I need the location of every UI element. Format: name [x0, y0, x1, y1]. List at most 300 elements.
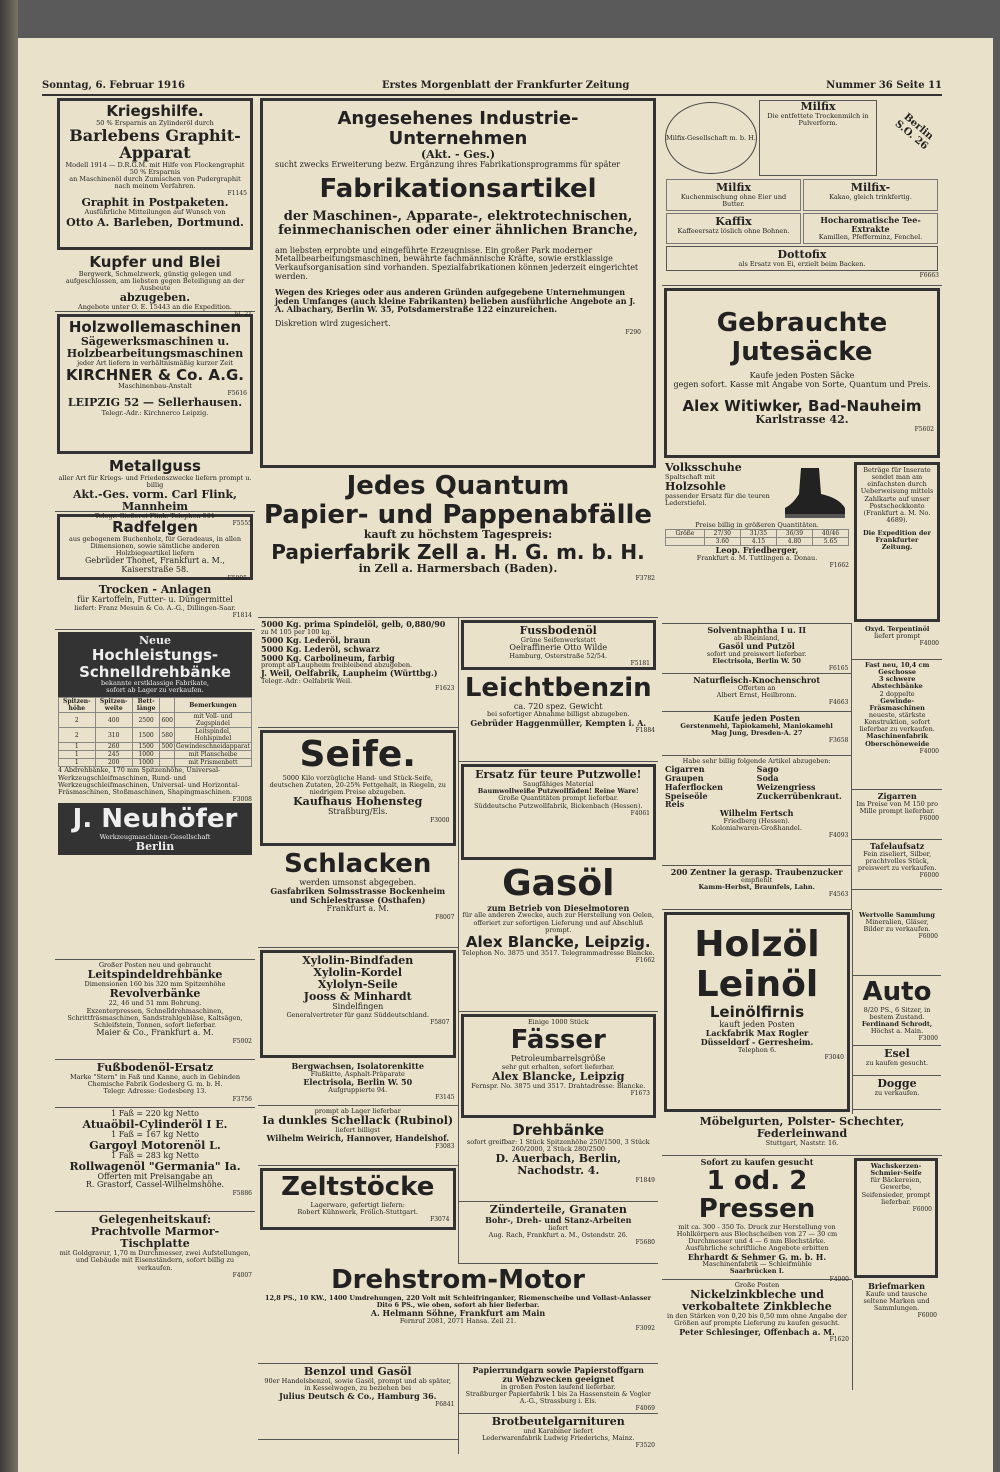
sammlung-heading: Wertvolle Sammlung — [859, 911, 935, 919]
table-cell: 2 — [59, 728, 96, 743]
fertsch-company: Wilhelm Fertsch — [719, 808, 794, 819]
kupfer-line: abzugeben. — [119, 290, 191, 304]
dogge-heading: Dogge — [877, 1077, 917, 1090]
xylolin-line: Xylolin-Bindfaden — [302, 954, 414, 967]
price-cell: 3.60 — [704, 538, 740, 546]
radfelgen-company: Gebrüder Thonet, Frankfurt a. M., Kaiserstraße 58. — [85, 555, 225, 574]
ad-gelegenheit — [55, 1212, 255, 1282]
ad-code: F6841 — [435, 1401, 455, 1409]
ad-code: F5886 — [232, 1190, 252, 1198]
ad-code: F3658 — [828, 737, 849, 745]
ad-leitspindel — [55, 960, 255, 1060]
ad-code: F5555 — [232, 520, 252, 528]
table-header-cell: Spitzen-weite — [95, 698, 132, 713]
ad-code: F290 — [625, 329, 641, 337]
gewinde-line: Gewinde-Fräsmaschinen — [869, 696, 925, 712]
volksschuhe-price-table — [665, 529, 849, 546]
gewinde-line: neueste, stärkste Konstruktion, sofort lieferbar zu verkaufen. — [859, 710, 935, 734]
benzol-company: Julius Deutsch & Co., Hamburg 36. — [279, 1391, 437, 1402]
fussbodenoel2-city: Hamburg, Osterstraße 52/54. — [509, 652, 608, 661]
right-split-3-right — [852, 910, 941, 1114]
barleben-line: Ausführliche Mitteilungen auf Wunsch von — [84, 208, 226, 217]
ad-spindeloel — [258, 618, 458, 728]
neuhoefer-footer — [58, 803, 252, 855]
ad-pressen — [662, 1156, 852, 1283]
atuaboel-company: R. Grastorf, Cassel-Wilhelmshöhe. — [85, 1180, 225, 1190]
table-cell: 1000 — [132, 751, 160, 759]
zuenderteile-line: liefert — [548, 1223, 569, 1232]
wachskerzen-heading: Wachskerzen-Schmier-Seife — [870, 1162, 922, 1178]
size-row — [666, 530, 849, 538]
drehbaenke-company: D. Auerbach, Berlin, Nachodstr. 4. — [495, 1151, 622, 1177]
ad-code: F4663 — [828, 699, 849, 707]
ad-gewinde — [852, 660, 942, 790]
nickelzink-line: in den Stärken von 0,20 bis 0,50 mm ohne Angabe der Größen auf prompte Lieferung zu kaufen gesucht. — [667, 1312, 847, 1328]
neuhoefer-line: sofort ab Lager zu verkaufen. — [106, 686, 204, 695]
milfix-box-1 — [759, 100, 877, 176]
column-left — [55, 96, 255, 1436]
middle-bottom-right — [458, 1364, 659, 1454]
trauben-heading: 200 Zentner la gerasp. Traubenzucker — [670, 867, 843, 877]
ad-radfelgen — [57, 511, 253, 582]
leichtbenzin-heading: Leichtbenzin — [464, 673, 652, 703]
gewinde-line: 2 doppelte — [879, 689, 915, 698]
volksschuhe-line: Holzsohle — [665, 480, 726, 494]
atuaboel-line: 1 Faß = 167 kg Netto — [111, 1129, 199, 1139]
table-row — [59, 713, 252, 728]
nickelzink-company: Peter Schlesinger, Offenbach a. M. — [679, 1326, 835, 1337]
table-cell: 1 — [59, 743, 96, 751]
table-cell: 200 — [95, 759, 132, 767]
right-split-1 — [662, 460, 942, 624]
leitspindel-company: Maier & Co., Frankfurt a. M. — [96, 1028, 214, 1038]
fertsch-item: Speiseöle — [665, 790, 708, 801]
ad-code: F4093 — [828, 832, 849, 840]
spindeloel-line: prompt ab Laupheim freibleibend abzugeben. — [261, 661, 413, 670]
column-middle — [258, 96, 658, 1450]
seife-company: Kaufhaus Hohensteg — [293, 795, 423, 809]
schellack-line: prompt ab Lager lieferbar — [314, 1107, 401, 1115]
fussbodenoel2-company: Oelraffinerie Otto Wilde — [509, 643, 608, 653]
atuaboel-line: 1 Faß = 220 kg Netto — [111, 1109, 199, 1118]
pressen-city: Saarbrücken I. — [729, 1267, 785, 1276]
ad-code: F6165 — [828, 665, 849, 673]
table-cell: 580 — [160, 728, 174, 743]
ad-code: F1620 — [829, 1336, 849, 1344]
seife-heading: Seife. — [299, 734, 416, 775]
seife-city: Straßburg/Els. — [327, 807, 388, 817]
leichtbenzin-line: bei sofortiger Abnahme billigst abzugeben. — [487, 710, 630, 719]
papier-company: Straßburger Papierfabrik 1 bis 2a Hassenstein & Vogler A.-G., Strassburg i. Els. — [465, 1389, 651, 1405]
moebelgurten-company: Stuttgart, Naststr. 16. — [765, 1139, 839, 1148]
fertsch-item: Soda — [756, 772, 779, 783]
milfix-text: als Ersatz von Ei, erzielt beim Backen. — [738, 260, 866, 269]
holzoel-city: Düsseldorf - Gerresheim. — [700, 1037, 814, 1048]
fertsch-item: Sago — [756, 764, 779, 775]
neuhoefer-line: Schnelldrehbänke — [79, 662, 231, 681]
putzwolle-line: Große Quantitäten prompt lieferbar. — [498, 794, 619, 803]
leitspindel-line: Großer Posten neu und gebraucht — [98, 961, 212, 969]
seife-line: 5000 Kilo vorzügliche Hand- und Stück-Seife, deutschen Zutaten, 20-25% Fettgehalt, in Riegeln, zu niedrigem Preise abzugeben. — [269, 773, 446, 796]
middle-split-block — [258, 618, 658, 1264]
electrisola-line: Aufgruppierte 94. — [328, 1085, 388, 1094]
size-cell: 36/39 — [776, 530, 812, 538]
table-cell: 310 — [95, 728, 132, 743]
neuhoefer-line: 4 Abdrehbänke, 170 mm Spitzenhöhe, Universal-Werkzeugschleifmaschinen, Rund- und Werkzeugschleifmaschinen, Universal- und Horizontal-Fräsmaschinen, Stoßmaschinen, Shapingmaschinen. — [58, 766, 240, 796]
table-cell: 1 — [59, 751, 96, 759]
size-label-cell: Größe — [666, 530, 705, 538]
industrie-line: der Maschinen-, Apparate-, elektrotechnischen, feinmechanischen oder einer ähnlichen Branche, — [278, 209, 638, 239]
ad-neuhoefer — [55, 630, 255, 960]
milfix-text: Kamillen, Pfefferminz, Fenchel. — [818, 232, 923, 241]
xylolin-company: Jooss & Minhardt — [303, 990, 412, 1004]
ad-code: F5680 — [635, 1239, 655, 1247]
pressen-line: mit ca. 300 - 350 To. Druck zur Herstellung von Hohlkörpern aus Blechscheiben von 27 — 30 cm Durchmesser und 4 — 6 mm Blechstärke. — [676, 1222, 838, 1246]
auto-city: Höchst a. Main. — [870, 1027, 924, 1036]
fussbodenoel-heading: Fußbodenöl-Ersatz — [96, 1061, 214, 1074]
table-cell: 600 — [160, 713, 174, 728]
ad-leichtbenzin — [459, 672, 659, 762]
trocken-line: liefert: Franz Mesuin & Co. A.-G., Dillingen-Saar. — [74, 603, 236, 612]
jute-city: Karlstrasse 42. — [755, 413, 849, 427]
industrie-line: am liebsten erprobte und eingeführte Erzeugnisse. Ein großer Park moderner Metallbearbeitungsmaschinen, bewährte fachmännische Kräfte, sowie erstklassige Verkaufsorganisation sind vorhanden. Spezialfabrikationen können jederzeit eingerichtet werden. — [275, 245, 639, 282]
volksschuhe-line: passender Ersatz für die teuren Lederstiefel. — [665, 492, 770, 508]
ad-code: F4000 — [829, 1275, 849, 1283]
jute-heading: Gebrauchte Jutesäcke — [716, 308, 888, 367]
ad-expedition — [854, 462, 940, 622]
ad-wachskerzen — [854, 1158, 938, 1278]
fertsch-item: Haferflocken — [665, 781, 723, 792]
jute-line: Kaufe jeden Posten Säcke — [749, 371, 855, 381]
benzol-heading: Benzol und Gasöl — [303, 1365, 412, 1378]
spindeloel-line: 5000 Kg. Lederöl, schwarz — [261, 643, 380, 654]
ad-code: F1673 — [630, 1089, 650, 1097]
ad-code: F1814 — [232, 612, 252, 620]
leitspindel-line: Exzenterpressen, Schnelldrehmaschinen, Schrittfräsmaschinen, Sandstrahlgebläse, Kaltsägen, Schleifstein, Tonnen, sofort lieferbar. — [67, 1006, 243, 1029]
ad-milfix — [662, 96, 942, 286]
right-split-4 — [662, 1156, 942, 1283]
table-cell: 2 — [59, 713, 96, 728]
fertsch-item: Cigarren — [665, 764, 705, 775]
ad-code: bl. 21 — [234, 311, 252, 319]
gersten-heading: Kaufe jeden Posten — [713, 713, 801, 723]
kirchner-heading: Holzwollemaschinen — [68, 318, 242, 336]
spindeloel-company: J. Weil, Oelfabrik, Laupheim (Württbg.) — [261, 668, 438, 679]
ad-briefmarken — [852, 1280, 940, 1390]
table-cell: mit Planscheibe — [174, 751, 251, 759]
ad-benzol — [258, 1364, 458, 1440]
ad-code: F5807 — [430, 1019, 450, 1027]
putzwolle-company: Süddeutsche Putzwollfabrik, Bickenbach (Hessen). — [474, 801, 643, 810]
gewinde-line: 3 schwere Abstechbänke — [871, 675, 923, 691]
middle-right-sub — [458, 618, 659, 1264]
milfix-top-row — [665, 98, 939, 178]
barleben-heading: Kriegshilfe. — [106, 102, 204, 120]
radfelgen-line: aus gebogenem Buchenholz, für Geradeaus, in allen Dimensionen, sowie sämtliche anderen Holzbiegeartikel liefern — [68, 534, 242, 557]
table-header-cell — [160, 698, 174, 713]
papier-heading: Papierrundgarn sowie Papierstoffgarn — [472, 1365, 644, 1375]
trocken-line: für Kartoffeln, Futter- u. Düngermittel — [77, 595, 233, 605]
volksschuhe-line: Spaltschaft mit — [665, 473, 716, 482]
volksschuhe-company: Leop. Friedberger, — [715, 545, 799, 556]
price-label-cell — [666, 538, 705, 546]
jute-line: gegen sofort. Kasse mit Angabe von Sorte, Quantum und Preis. — [673, 379, 931, 389]
sammlung-line: Mineralien, Gläser, Bilder zu verkaufen. — [863, 918, 931, 934]
spindeloel-line: 5000 Kg. Lederöl, braun — [261, 634, 371, 645]
table-header-cell: Bett-länge — [132, 698, 160, 713]
gasoel-line: für alle anderen Zwecke, auch zur Herstellung von Oelen, offeriert zur sofortigen Lieferung und auf Abschluß prompt. — [462, 911, 655, 934]
putzwolle-line: Baumwollweiße Putzwollfäden! Reine Ware! — [477, 787, 639, 796]
ad-terpentin — [852, 624, 942, 660]
benzol-line: 90er Handelsbenzol, sowie Gasöl, prompt und ab später, in Kesselwagen, zu beziehen bei — [264, 1377, 452, 1393]
zuenderteile-company: Aug. Rach, Frankfurt a. M., Ostendstr. 26. — [488, 1231, 628, 1240]
xylolin-line: Xylolyn-Seile — [317, 978, 398, 992]
electrisola-line: Bergwachsen, Isolatorenkitte — [291, 1061, 424, 1071]
putzwolle-heading: Ersatz für teure Putzwolle! — [475, 768, 642, 781]
ad-code: F1662 — [635, 957, 655, 965]
metallguss-line: aller Art für Kriegs- und Friedenszwecke liefern prompt u. billig — [58, 473, 252, 489]
ad-code: F3083 — [435, 1143, 455, 1151]
zeltstoecke-line: Lagerware, gefertigt liefern: — [310, 1200, 405, 1209]
table-cell: mit Prismenbett — [174, 759, 251, 767]
milfix-berlin-label: Berlin S.O. 26 — [892, 111, 936, 153]
ad-code: F5181 — [630, 660, 650, 668]
atuaboel-line: Atuaöbil-Cylinderöl I E. — [82, 1117, 228, 1131]
volksschuhe-heading: Volksschuhe — [665, 461, 742, 474]
middle-bottom-split — [258, 1364, 658, 1454]
gewinde-company: Maschinenfabrik Oberschöneweide — [865, 732, 930, 748]
table-cell: 400 — [95, 713, 132, 728]
ad-code: F3520 — [635, 1442, 655, 1450]
expedition-line: Die Expedition der Frankfurter Zeitung. — [863, 529, 931, 552]
gelegenheit-line: mit Goldgravur, 1,70 m Durchmesser, zwei Aufstellungen, und Gebäude mit Eisenständern, sofort billig zu verkaufen. — [59, 1249, 251, 1272]
brotbeutel-line: und Karabiner liefert — [523, 1427, 594, 1436]
ad-code: F6000 — [919, 872, 939, 880]
ad-code: F3000 — [430, 816, 450, 824]
terpentin-line: liefert prompt — [874, 632, 921, 641]
ad-zigarren — [852, 790, 942, 840]
neuhoefer-line: bekannte erstklassige Fabrikate, — [101, 679, 209, 688]
table-cell: 1500 — [132, 743, 160, 751]
zuenderteile-line: Bohr-, Dreh- und Stanz-Arbeiten — [485, 1215, 632, 1226]
papier-line: zu Webzwecken geeignet — [502, 1373, 615, 1384]
metallguss-tele: Telegr. Gießerei Flink. Telephon 501 — [94, 511, 216, 520]
ad-trauben — [662, 866, 851, 910]
ad-code: F1623 — [435, 685, 455, 693]
table-row — [59, 751, 252, 759]
pressen-heading: 1 od. 2 Pressen — [698, 1165, 816, 1225]
fussbodenoel2-heading: Fussbodenöl — [519, 624, 597, 637]
ad-xylolin — [260, 950, 456, 1058]
pferdefleisch-line: Offerten an — [737, 683, 776, 692]
fertsch-left-list — [665, 765, 757, 809]
spindeloel-tele: Telegr.-Adr.: Oelfabrik Weil. — [261, 677, 353, 686]
brotbeutel-company: Lederwarenfabrik Ludwig Friederichs, Mainz. — [482, 1434, 635, 1443]
milfix-heading: Kaffix — [715, 215, 752, 229]
zell-line: Jedes Quantum — [346, 471, 570, 501]
table-cell: 245 — [95, 751, 132, 759]
table-cell: 260 — [95, 743, 132, 751]
nickelzink-line: Nickelzinkbleche und — [690, 1288, 824, 1302]
table-cell: mit Voll- und Zugspindel — [174, 713, 251, 728]
zeltstoecke-heading: Zeltstöcke — [281, 1172, 435, 1202]
ad-code: F6000 — [919, 815, 939, 823]
esel-heading: Esel — [884, 1047, 910, 1060]
ad-kupfer — [55, 252, 255, 319]
metallguss-company: Akt.-Ges. vorm. Carl Flink, Mannheim — [72, 487, 237, 513]
kirchner-city: LEIPZIG 52 — Sellerhausen. — [67, 396, 243, 410]
ad-code: F3074 — [430, 1215, 450, 1223]
ad-brotbeutel — [459, 1414, 659, 1454]
boot-illustration — [779, 464, 849, 520]
solvent-line: Solventnaphtha I u. II — [707, 625, 807, 635]
right-split-2-left — [662, 624, 851, 910]
ad-code: F6000 — [912, 1205, 932, 1213]
xylolin-line: Generalvertreter für ganz Süddeutschland. — [286, 1011, 430, 1020]
fussbodenoel-tele: Telegr. Adresse: Godesberg 13. — [103, 1087, 207, 1096]
volksschuhe-text — [665, 462, 779, 522]
gersten-company: Mag Jung, Dresden-A. 27 — [710, 728, 803, 737]
fertsch-item: Reis — [665, 799, 685, 810]
fertsch-item: Graupen — [665, 772, 704, 783]
zigarren-line: Im Preise von M 150 pro Mille prompt lieferbar. — [856, 799, 938, 815]
schellack-line: liefert billigst — [335, 1126, 381, 1135]
holzoel-line: Holzöl — [694, 924, 820, 965]
milfix-heading: Milfix- — [850, 181, 891, 194]
table-row — [59, 743, 252, 751]
ad-faesser — [461, 1014, 657, 1118]
ad-fussbodenoel — [55, 1060, 255, 1108]
faesser-tele: Fernspr. No. 3875 und 3517. Drahtadresse: Blancke. — [471, 1081, 646, 1090]
barleben-line: 50 % Ersparnis an Zylinderöl durch — [96, 118, 214, 127]
gasoel-heading: Gasöl — [502, 863, 615, 904]
milfix-heading: Hocharomatische Tee-Extrakte — [820, 215, 921, 235]
leichtbenzin-line: ca. 720 spez. Gewicht — [513, 701, 603, 711]
tafelaufsatz-heading: Tafelaufsatz — [870, 841, 925, 851]
milfix-circle-logo: Milfix-Gesellschaft m. b. H. — [665, 102, 757, 174]
faesser-company: Alex Blancke, Leipzig — [492, 1069, 625, 1083]
terpentin-heading: Oxyd. Terpentinöl — [864, 625, 930, 633]
ad-pferdefleisch — [662, 674, 851, 712]
gewinde-line: Fast neu, 10,4 cm Geschosse — [864, 661, 930, 677]
drehstrom-company: A. Helmann Söhne, Frankfurt am Main — [370, 1307, 546, 1318]
ad-fussbodenoel2 — [461, 620, 657, 670]
holzoel-line: Leinölfirnis — [709, 1003, 805, 1022]
column-right — [662, 96, 942, 1436]
pferdefleisch-heading: Naturfleisch-Knochenschrot — [693, 675, 821, 685]
ad-code: F8007 — [435, 913, 455, 921]
leitspindel-heading: Leitspindeldrehbänke — [87, 968, 223, 982]
ad-code: F4563 — [828, 891, 849, 899]
holzoel-line: kauft jeden Posten — [719, 1019, 795, 1029]
schellack-line: Ia dunkles Schellack (Rubinol) — [262, 1114, 454, 1128]
ad-nickelzink — [662, 1280, 852, 1390]
ad-jute — [664, 288, 940, 458]
atuaboel-line: Rollwagenöl "Germania" Ia. — [69, 1159, 241, 1173]
ad-schlacken — [258, 848, 458, 948]
ad-sammlung — [853, 910, 941, 976]
fussbodenoel-line: Chemische Fabrik Godesberg G. m. b. H. — [87, 1080, 223, 1089]
holzoel-tele: Telephon 6. — [737, 1046, 777, 1055]
table-cell: 1500 — [132, 728, 160, 743]
ad-volksschuhe — [662, 460, 852, 624]
ad-fertsch — [662, 756, 851, 866]
milfix-text: Kakao, gleich trinkfertig. — [829, 193, 912, 202]
ad-kirchner — [57, 314, 253, 454]
ad-solvent — [662, 624, 851, 674]
kupfer-line: Bergwerk, Schmelzwerk, günstig gelegen und aufgeschlossen, am liebsten gegen Beteiligung an der Ausbeute — [65, 269, 245, 292]
fertsch-item: Zuckerrübenkraut. — [756, 790, 842, 801]
ad-barleben — [57, 98, 253, 250]
gelegenheit-heading: Gelegenheitskauf: — [98, 1213, 212, 1226]
solvent-line: ab Rheinland, — [733, 633, 780, 642]
ad-code: F3756 — [232, 1095, 252, 1103]
faesser-line: Einige 1000 Stück — [527, 1018, 589, 1026]
table-row — [59, 728, 252, 743]
barleben-line: Modell 1914 — D.R.G.M. mit Hilfe von Flockengraphit — [65, 160, 245, 169]
gasoel-company: Alex Blancke, Leipzig. — [465, 932, 651, 951]
fertsch-line: Kolonialwaren-Großhandel. — [711, 824, 802, 833]
ad-atuaboel — [55, 1108, 255, 1212]
xylolin-city: Sindelfingen — [332, 1002, 384, 1012]
size-cell: 27/30 — [704, 530, 740, 538]
right-split-5 — [662, 1280, 942, 1390]
ad-holzoel — [664, 912, 850, 1112]
milfix-heading: Dottofix — [777, 248, 827, 262]
volksschuhe-city: Frankfurt a. M. Tuttlingen a. Donau. — [696, 553, 818, 562]
fertsch-item: Weizengriess — [756, 781, 816, 792]
ad-code: F3000 — [918, 1035, 938, 1043]
ad-code: F1884 — [635, 727, 655, 735]
ad-code: F6000 — [917, 1312, 937, 1320]
zell-line: kauft zu höchstem Tagespreis: — [363, 528, 553, 542]
fertsch-line: Habe sehr billig folgende Artikel abzugeben: — [682, 757, 831, 765]
atuaboel-line: Gargoyl Motorenöl L. — [89, 1138, 221, 1152]
auto-company: Ferdinand Schrodt, — [861, 1019, 933, 1028]
table-cell: 500 — [161, 743, 173, 751]
barleben-line: 50 % Ersparnis — [129, 167, 181, 176]
ad-zell — [258, 470, 658, 618]
kirchner-company: KIRCHNER & Co. A.G. — [65, 365, 245, 384]
ad-zuenderteile — [459, 1202, 659, 1264]
zuenderteile-heading: Zünderteile, Granaten — [489, 1203, 627, 1216]
ad-code: F3008 — [232, 795, 252, 803]
ad-tafelaufsatz — [852, 840, 942, 890]
leichtbenzin-company: Gebrüder Haggenmüller, Kempten i. A. — [470, 717, 647, 728]
neuhoefer-banner — [58, 632, 252, 697]
auto-heading: Auto — [862, 977, 932, 1007]
drehstrom-heading: Drehstrom-Motor — [331, 1265, 585, 1295]
electrisola-company: Electrisola, Berlin W. 50 — [303, 1076, 413, 1087]
milfix-text: Kaffeeersatz löslich ohne Bohnen. — [677, 227, 790, 236]
pferdefleisch-company: Albert Ernst, Heilbronn. — [716, 690, 797, 699]
industrie-line: sucht zwecks Erweiterung bezw. Ergänzung ihres Fabrikationsprogramms für später — [275, 159, 621, 169]
milfix-box-4 — [666, 213, 801, 244]
xylolin-line: Xylolin-Kordel — [313, 966, 403, 980]
zigarren-heading: Zigarren — [877, 791, 917, 801]
ad-code: F5616 — [227, 390, 247, 398]
volksschuhe-top — [665, 462, 849, 522]
barleben-signature: Otto A. Barleben, Dortmund. — [66, 215, 244, 229]
industrie-heading: Angesehenes Industrie-Unternehmen — [337, 108, 579, 149]
pressen-company: Ehrhardt & Sehmer G. m. b. H. — [687, 1251, 827, 1262]
ad-code: F3145 — [435, 1093, 455, 1101]
drehstrom-line: Dito 6 PS., wie oben, sofort ab hier lieferbar. — [376, 1300, 540, 1309]
table-header-row — [59, 698, 252, 713]
solvent-line: sofort und preiswert lieferbar. — [706, 649, 807, 658]
table-cell: Gewindeschneidapparat — [176, 743, 250, 751]
milfix-box-3 — [803, 179, 938, 211]
